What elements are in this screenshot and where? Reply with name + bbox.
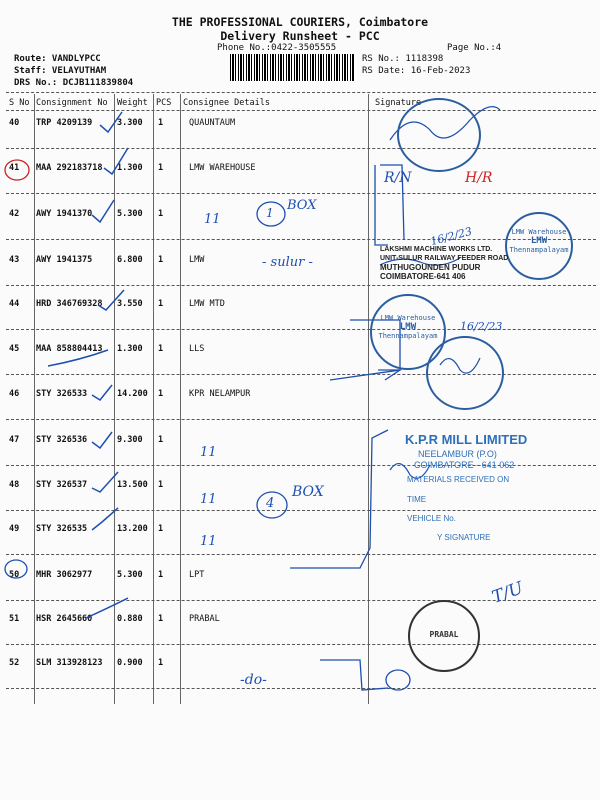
col-header-weight: Weight — [117, 98, 148, 108]
cell-cons: TRP 4209139 — [36, 118, 93, 128]
cell-sno: 43 — [9, 255, 20, 265]
tick-mark — [92, 200, 114, 222]
handwritten-rn: R/N — [384, 170, 412, 186]
red-circle — [5, 160, 29, 180]
stamp-text: COIMBATORE-641 406 — [380, 272, 466, 281]
cell-pcs: 1 — [158, 389, 164, 399]
tick-mark — [98, 290, 124, 310]
cell-cons: MAA 858804413 — [36, 344, 103, 354]
handwritten-hr: H/R — [465, 170, 493, 186]
cell-weight: 0.880 — [117, 614, 143, 624]
cell-pcs: 1 — [158, 255, 164, 265]
rs-number: RS No.: 1118398 — [362, 54, 444, 64]
col-header-sno: S No — [9, 98, 30, 108]
handwritten-date: 16/2/23 — [429, 224, 474, 249]
cell-sno: 44 — [9, 299, 20, 309]
cell-cons: MHR 3062977 — [36, 570, 93, 580]
col-header-pcs: PCS — [156, 98, 172, 108]
document-subtitle: Delivery Runsheet - PCC — [220, 29, 380, 43]
stamp-text: LMW — [530, 236, 548, 246]
cell-weight: 13.500 — [117, 480, 148, 490]
kpr-stamp-line: NEELAMBUR (P.O) — [418, 449, 497, 459]
bracket-stroke — [320, 660, 388, 690]
stamp-text: LMW Warehouse — [380, 314, 436, 322]
cell-sno: 46 — [9, 389, 20, 399]
cell-pcs: 1 — [158, 480, 164, 490]
tick-mark — [92, 385, 112, 400]
handwritten-box1: BOX — [287, 198, 317, 213]
tick-mark — [92, 508, 118, 530]
cell-weight: 13.200 — [117, 524, 148, 534]
cell-consignee: LLS — [189, 344, 205, 354]
signature-loop — [386, 670, 410, 690]
stamp-text: LMW — [399, 322, 417, 332]
company-title: THE PROFESSIONAL COURIERS, Coimbatore — [171, 15, 429, 29]
cell-sno: 42 — [9, 209, 20, 219]
cell-weight: 9.300 — [117, 435, 143, 445]
cell-consignee: KPR NELAMPUR — [189, 389, 251, 399]
cell-weight: 1.300 — [117, 163, 143, 173]
lmw-warehouse-stamp — [505, 212, 573, 280]
cell-pcs: 1 — [158, 570, 164, 580]
cell-sno: 51 — [9, 614, 20, 624]
cell-weight: 5.300 — [117, 209, 143, 219]
ditto-mark: 11 — [200, 534, 217, 549]
kpr-stamp-line: MATERIALS RECEIVED ON — [407, 475, 510, 484]
cell-sno: 45 — [9, 344, 20, 354]
cell-weight: 3.300 — [117, 118, 143, 128]
ditto-mark: 11 — [204, 212, 221, 227]
cell-sno: 41 — [9, 163, 20, 173]
tick-mark — [86, 598, 128, 618]
cell-cons: AWY 1941375 — [36, 255, 93, 265]
cell-weight: 6.800 — [117, 255, 143, 265]
cell-weight: 5.300 — [117, 570, 143, 580]
stamp-text: PRABAL — [429, 630, 459, 639]
kpr-stamp-line: VEHICLE No. — [407, 514, 456, 523]
cell-weight: 0.900 — [117, 658, 143, 668]
cell-cons: SLM 313928123 — [36, 658, 103, 668]
cell-pcs: 1 — [158, 299, 164, 309]
stamp-text: LAKSHMI MACHINE WORKS LTD. — [380, 246, 493, 253]
cell-sno: 50 — [9, 570, 20, 580]
col-header-consignee: Consignee Details — [183, 98, 270, 108]
quantum-stamp — [397, 98, 481, 172]
cell-sno: 48 — [9, 480, 20, 490]
tick-mark — [92, 472, 118, 492]
blue-circle — [5, 560, 27, 578]
col-header-signature: Signature — [375, 98, 422, 108]
drs-number: DRS No.: DCJB111839804 — [14, 78, 134, 88]
lakshmi-round-stamp — [426, 336, 504, 410]
stamp-text: MUTHUGOUNDEN PUDUR — [380, 263, 481, 272]
cell-cons: HSR 2645660 — [36, 614, 93, 624]
kpr-stamp-line: COIMBATORE - 641 062 — [414, 460, 515, 470]
tick-mark — [92, 432, 112, 448]
cell-cons: MAA 292183718 — [36, 163, 103, 173]
cell-cons: STY 326537 — [36, 480, 88, 490]
kpr-stamp-line: TIME — [407, 495, 427, 504]
stamp-text: UNIT-SULUR RAILWAY FEEDER ROAD — [380, 255, 509, 262]
stamp-text: LMW Warehouse — [511, 228, 567, 236]
cell-consignee: LMW WAREHOUSE — [189, 163, 256, 173]
handwritten-do: -do- — [240, 672, 267, 688]
cell-pcs: 1 — [158, 163, 164, 173]
ditto-mark: 11 — [200, 492, 217, 507]
lakshmi-stamp — [380, 245, 508, 281]
cell-weight: 14.200 — [117, 389, 148, 399]
ditto-mark: 11 — [200, 445, 217, 460]
tick-mark — [104, 148, 128, 174]
cell-cons: STY 326533 — [36, 389, 88, 399]
stamp-text: Thennampalayam — [378, 332, 438, 340]
stamp-text: Thennampalayam — [509, 246, 569, 254]
page-number: Page No.:4 — [447, 43, 502, 53]
cell-consignee: QUAUNTAUM — [189, 118, 236, 128]
phone-number: Phone No.:0422-3505555 — [217, 43, 337, 53]
cell-cons: AWY 1941370 — [36, 209, 93, 219]
handwritten-1: 1 — [266, 206, 274, 220]
tick-mark — [100, 112, 122, 132]
handwritten-4: 4 — [266, 496, 275, 511]
cell-cons: HRD 346769328 — [36, 299, 103, 309]
cell-weight: 1.300 — [117, 344, 143, 354]
rs-date: RS Date: 16-Feb-2023 — [362, 66, 471, 76]
cell-cons: STY 326535 — [36, 524, 88, 534]
cell-pcs: 1 — [158, 344, 164, 354]
cell-sno: 52 — [9, 658, 20, 668]
handwritten-box4: BOX — [292, 484, 324, 500]
route-label: Route: VANDLYPCC — [14, 54, 101, 64]
col-header-consignment: Consignment No — [36, 98, 108, 108]
cell-pcs: 1 — [158, 435, 164, 445]
prabal-stamp — [408, 600, 480, 672]
cell-weight: 3.550 — [117, 299, 143, 309]
cell-cons: STY 326536 — [36, 435, 88, 445]
cell-consignee: LMW — [189, 255, 205, 265]
cell-pcs: 1 — [158, 118, 164, 128]
kpr-stamp-line: Y SIGNATURE — [437, 533, 491, 542]
cell-sno: 40 — [9, 118, 20, 128]
underline-stroke — [48, 350, 108, 366]
staff-label: Staff: VELAYUTHAM — [14, 66, 107, 76]
cell-pcs: 1 — [158, 524, 164, 534]
handwritten-tu: T/U — [489, 578, 526, 608]
cell-pcs: 1 — [158, 209, 164, 219]
cell-sno: 47 — [9, 435, 20, 445]
cell-pcs: 1 — [158, 614, 164, 624]
handwritten-sulur: - sulur - — [262, 255, 313, 270]
handwritten-date: 16/2/23 — [460, 320, 503, 333]
cell-consignee: PRABAL — [189, 614, 220, 624]
cell-consignee: LMW MTD — [189, 299, 225, 309]
kpr-stamp-title: K.P.R MILL LIMITED — [405, 432, 528, 447]
cell-pcs: 1 — [158, 658, 164, 668]
cell-consignee: LPT — [189, 570, 205, 580]
cell-sno: 49 — [9, 524, 20, 534]
